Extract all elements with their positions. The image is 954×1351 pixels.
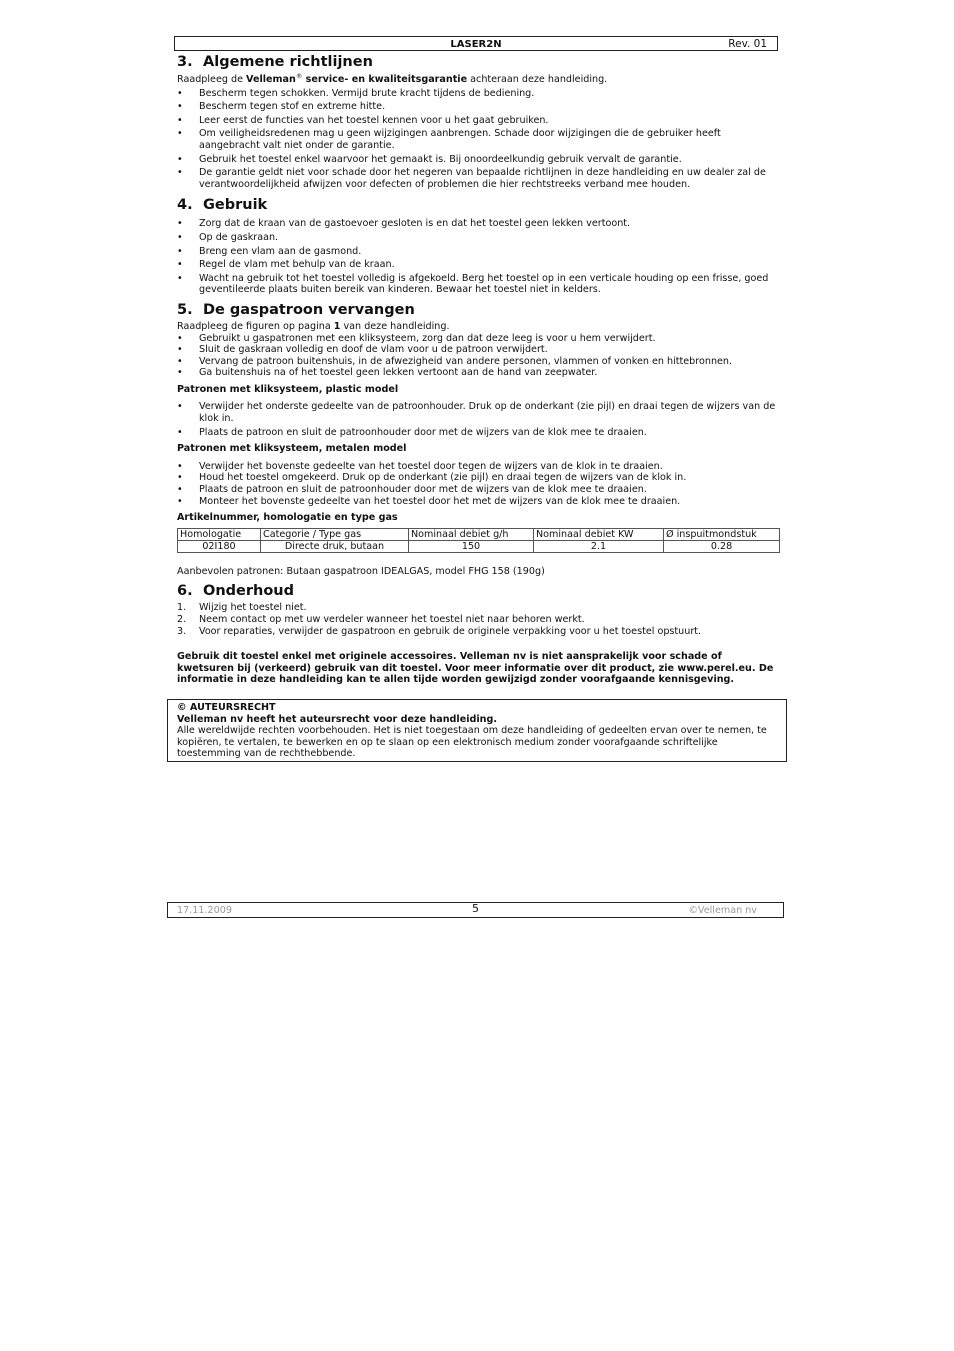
section-5-intro (177, 321, 777, 333)
section-title: Gebruik (203, 197, 268, 214)
list-item: • Zorg dat de kraan van de gastoevoer gesloten is en dat het toestel geen lekken vertoont. (177, 218, 777, 230)
list-item: • Regel de vlam met behulp van de kraan. (177, 259, 777, 271)
list-item: • Om veiligheidsredenen mag u geen wijzigingen aanbrengen. Schade door wijzigingen die de gebruiker heeft aangebracht valt niet onder de garantie. (177, 128, 777, 151)
list-item: • Verwijder het onderste gedeelte van de patroonhouder. Druk op de onderkant (zie pijl) en draai tegen de wijzers van de klok in. (177, 401, 777, 424)
table-header-cell: Nominaal debiet KW (534, 528, 664, 540)
accessories-notice: Gebruik dit toestel enkel met originele accessoires. Velleman nv is niet aansprakelijk voor schade of kwetsuren bij (verkeerd) gebruik van dit toestel. Voor meer informatie over dit product, zie www.perel.eu. De informatie in deze handleiding kan te allen tijde worden gewijzigd zonder voorafgaande kennisgeving. (177, 651, 774, 686)
plastic-model-list (177, 401, 777, 438)
list-item (177, 614, 777, 626)
table-cell: Directe druk, butaan (261, 540, 409, 552)
section-number: 4. (177, 197, 193, 214)
intro-text: van deze handleiding. (340, 320, 450, 332)
section-number: 5. (177, 301, 193, 318)
table-cell: 150 (409, 540, 534, 552)
section-number: 3. (177, 54, 193, 70)
section-4-list (177, 218, 777, 296)
brand-name: Velleman (246, 74, 296, 85)
header-revision: Rev. 01 (728, 38, 767, 50)
list-item: • Houd het toestel omgekeerd. Druk op de onderkant (zie pijl) en draai tegen de wijzers van de klok in. (177, 472, 777, 484)
footer-date: 17.11.2009 (177, 905, 232, 916)
main-content (177, 53, 777, 686)
list-item: • Plaats de patroon en sluit de patroonhouder door met de wijzers van de klok mee te draaien. (177, 484, 777, 496)
list-item: • Leer eerst de functies van het toestel kennen voor u het gaat gebruiken. (177, 115, 777, 127)
section-title: Onderhoud (203, 583, 295, 600)
list-item: • Gebruikt u gaspatronen met een kliksysteem, zorg dan dat deze leeg is voor u hem verwijdert. (177, 333, 777, 345)
section-3-list (177, 88, 777, 191)
page-footer (167, 902, 784, 918)
metal-model-heading: Patronen met kliksysteem, metalen model (177, 443, 407, 455)
list-text: Neem contact op met uw verdeler wanneer het toestel niet naar behoren werkt. (199, 614, 585, 625)
table-header-cell: Categorie / Type gas (261, 528, 409, 540)
metal-model-list (177, 461, 777, 507)
section-6-heading (177, 582, 777, 600)
list-item: • Sluit de gaskraan volledig en doof de vlam voor u de patroon verwijdert. (177, 344, 777, 356)
page-header (174, 36, 778, 51)
list-index: 1. (177, 602, 187, 614)
section-number: 6. (177, 583, 193, 600)
section-title: De gaspatroon vervangen (203, 301, 415, 318)
header-title: LASER2N (450, 39, 502, 50)
list-index: 2. (177, 614, 187, 625)
copyright-box (167, 699, 787, 762)
list-item: • Ga buitenshuis na of het toestel geen lekken vertoont aan de hand van zeepwater. (177, 367, 777, 379)
table-header-cell: Nominaal debiet g/h (409, 528, 534, 540)
section-4-heading (177, 196, 777, 214)
list-item: • Monteer het bovenste gedeelte van het toestel door het met de wijzers van de klok mee te draaien. (177, 496, 777, 508)
copyright-subtitle: Velleman nv heeft het auteursrecht voor deze handleiding. (177, 713, 498, 725)
list-item: • Bescherm tegen stof en extreme hitte. (177, 101, 777, 113)
list-item (177, 602, 777, 614)
table-row (178, 540, 780, 552)
plastic-model-heading: Patronen met kliksysteem, plastic model (177, 383, 399, 395)
copyright-title: © AUTEURSRECHT (177, 702, 276, 713)
intro-text: Raadpleeg de figuren op pagina (177, 320, 334, 332)
list-item: • Plaats de patroon en sluit de patroonhouder door met de wijzers van de klok mee te draaien. (177, 427, 777, 439)
table-header-cell: Ø inspuitmondstuk (664, 528, 780, 540)
section-title: Algemene richtlijnen (203, 54, 373, 70)
registered-mark: ® (295, 71, 303, 80)
list-index: 3. (177, 625, 187, 637)
section-6-list (177, 602, 777, 637)
list-text: Wijzig het toestel niet. (199, 602, 307, 614)
footer-copyright: ©Velleman nv (688, 905, 757, 916)
section-5-heading (177, 301, 777, 319)
spec-table (177, 528, 780, 553)
list-item: • Verwijder het bovenste gedeelte van het toestel door tegen de wijzers van de klok in te draaien. (177, 461, 777, 473)
list-item: • De garantie geldt niet voor schade door het negeren van bepaalde richtlijnen in deze handleiding en uw dealer zal de verantwoordelijkheid afwijzen voor defecten of problemen die hier rechtstreeks verband mee houden. (177, 167, 777, 190)
page-number: 5 (472, 902, 479, 915)
intro-text: Raadpleeg de (177, 74, 247, 85)
section-3-intro (177, 71, 777, 86)
list-item: • Op de gaskraan. (177, 232, 777, 244)
list-item: • Breng een vlam aan de gasmond. (177, 246, 777, 258)
list-item (177, 626, 777, 638)
list-item: • Gebruik het toestel enkel waarvoor het gemaakt is. Bij onoordeelkundig gebruik vervalt de garantie. (177, 154, 777, 166)
recommended-cartridges: Aanbevolen patronen: Butaan gaspatroon IDEALGAS, model FHG 158 (190g) (177, 565, 545, 577)
table-cell: 0.28 (664, 540, 780, 552)
list-item: • Bescherm tegen schokken. Vermijd brute kracht tijdens de bediening. (177, 88, 777, 100)
spec-table-heading: Artikelnummer, homologatie en type gas (177, 512, 398, 524)
list-text: Voor reparaties, verwijder de gaspatroon en gebruik de originele verpakking voor u het toestel opstuurt. (199, 625, 702, 637)
intro-text: achteraan deze handleiding. (467, 74, 608, 85)
table-header-cell: Homologatie (178, 528, 261, 540)
page-reference: 1 (333, 320, 341, 332)
section-5-list (177, 333, 777, 379)
section-3-heading (177, 53, 777, 71)
table-cell: 02I180 (178, 540, 261, 552)
table-header-row (178, 528, 780, 540)
copyright-body: Alle wereldwijde rechten voorbehouden. Het is niet toegestaan om deze handleiding of gedeelten ervan over te nemen, te kopiëren, te vertalen, te bewerken en op te slaan op een elektronisch medium zonder voorafgaande schriftelijke toestemming van de rechthebbende. (177, 725, 767, 760)
list-item: • Wacht na gebruik tot het toestel volledig is afgekoeld. Berg het toestel op in een verticale houding op een frisse, goed geventileerde plaats buiten bereik van kinderen. Bewaar het toestel niet in kelders. (177, 273, 777, 296)
intro-bold: service- en kwaliteitsgarantie (302, 74, 468, 85)
list-item: • Vervang de patroon buitenshuis, in de afwezigheid van andere personen, vlammen of vonken en hittebronnen. (177, 356, 777, 368)
table-cell: 2.1 (534, 540, 664, 552)
